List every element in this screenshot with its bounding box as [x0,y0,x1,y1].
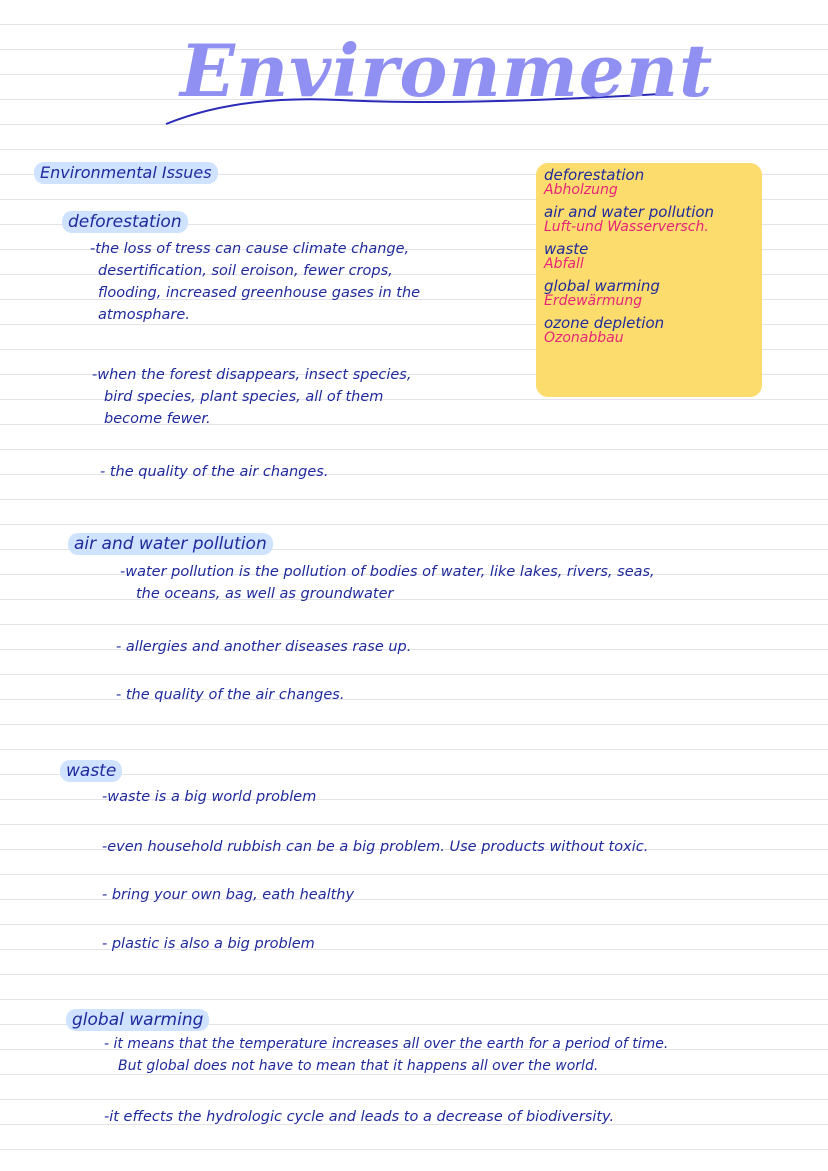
waste-paragraph-2: -even household rubbish can be a big problem. Use products without toxic. [102,839,649,855]
pollution-paragraph-1 [120,561,655,605]
text-line: flooding, increased greenhouse gases in the [98,285,421,301]
text-line: desertification, soil eroison, fewer crops, [98,263,393,279]
section-header-label: Environmental Issues [34,162,218,184]
text-line: -water pollution is the pollution of bodies of water, like lakes, rivers, seas, [120,564,655,580]
waste-heading [60,760,122,782]
waste-paragraph-1: -waste is a big world problem [102,789,317,805]
text-line: become fewer. [104,411,211,427]
pollution-heading-label: air and water pollution [68,533,273,555]
warming-heading-label: global warming [66,1009,209,1031]
vocab-de: Ozonabbau [544,330,624,346]
vocab-item [544,167,754,198]
vocab-de: Erdewärmung [544,293,643,309]
text-line: -when the forest disappears, insect species, [92,367,412,383]
vocab-en: air and water pollution [544,203,715,221]
vocab-item [544,315,754,346]
pollution-paragraph-2: - allergies and another diseases rase up. [116,639,412,655]
text-line: the oceans, as well as groundwater [136,586,394,602]
vocab-item [544,204,754,235]
deforestation-paragraph-2 [92,364,411,430]
deforestation-paragraph-3: - the quality of the air changes. [100,464,329,480]
vocab-de: Abholzung [544,182,618,198]
text-line: atmosphare. [98,307,190,323]
text-line: - it means that the temperature increases all over the earth for a period of time. [104,1036,669,1052]
vocab-item [544,278,754,309]
vocab-box [536,163,762,397]
deforestation-heading-label: deforestation [62,211,188,233]
waste-paragraph-4: - plastic is also a big problem [102,936,315,952]
warming-paragraph-2: -it effects the hydrologic cycle and leads to a decrease of biodiversity. [104,1109,615,1125]
vocab-en: waste [544,240,589,258]
text-line: bird species, plant species, all of them [104,389,384,405]
vocab-de: Abfall [544,256,584,272]
waste-paragraph-3: - bring your own bag, eath healthy [102,887,355,903]
pollution-paragraph-3: - the quality of the air changes. [116,687,345,703]
pollution-heading [68,533,273,555]
warming-heading [66,1009,209,1031]
vocab-de: Luft-und Wasserversch. [544,219,709,235]
vocab-item [544,241,754,272]
text-line: -the loss of tress can cause climate change, [90,241,410,257]
vocab-en: ozone depletion [544,314,665,332]
title-text: Environment [180,28,714,113]
deforestation-heading [62,211,188,233]
vocab-en: deforestation [544,166,645,184]
warming-paragraph-1 [104,1033,668,1077]
text-line: But global does not have to mean that it happens all over the world. [118,1058,599,1074]
section-header [34,162,218,184]
page-title [160,22,714,132]
deforestation-paragraph-1 [90,238,420,326]
waste-heading-label: waste [60,760,122,782]
vocab-en: global warming [544,277,660,295]
